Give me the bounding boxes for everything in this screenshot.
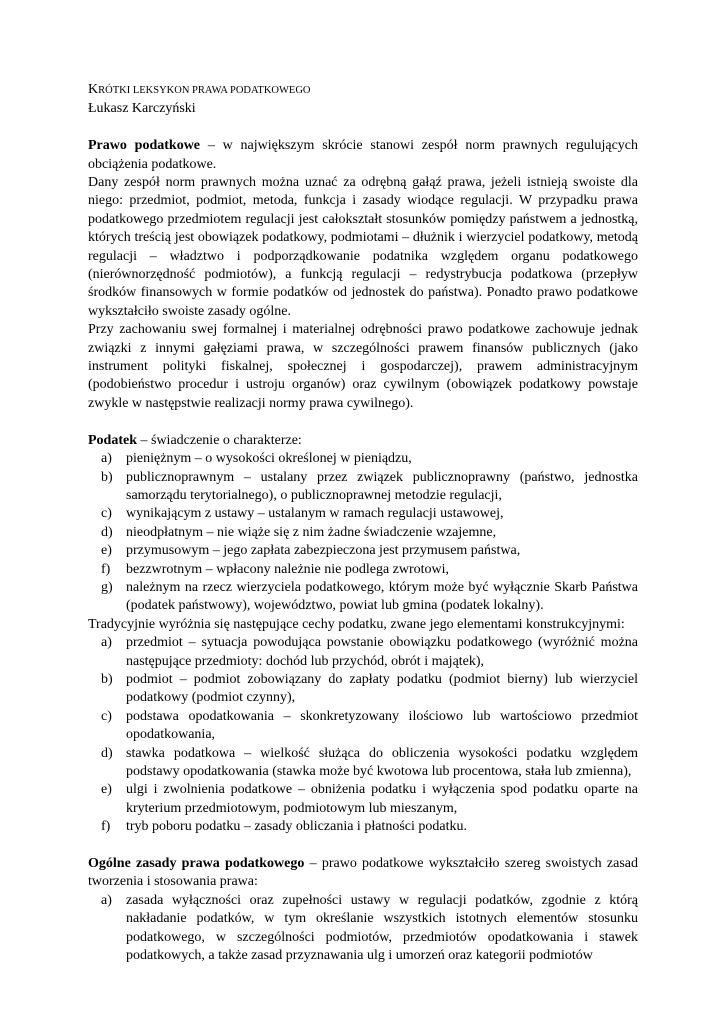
list-item: b) podmiot – podmiot zobowiązany do zapłaty podatku (podmiot bierny) lub wierzyciel podatkowy (podmiot czynny), — [101, 671, 638, 706]
prawo-paragraph-3: Przy zachowaniu swej formalnej i materialnej odrębności prawo podatkowe zachowuje jednak związki z innymi gałęziami prawa, w szczególności prawem finansów publicznych (jako instrument polityki fiskalnej, społecznej i gospodarczej), prawem administracyjnym (podobieństwo procedur i ustroju organów) oraz cywilnym (obowiązek podatkowy powstaje zwykle w następstwie realizacji normy prawa cywilnego). — [88, 322, 638, 411]
list-item: a) pieniężnym – o wysokości określonej w pieniądzu, — [101, 451, 412, 467]
prawo-paragraph-2: Dany zespół norm prawnych można uznać za odrębną gałąź prawa, jeżeli istnieją swoiste dla niego: przedmiot, podmiot, metoda, funkcja i zasady wiodące regulacji. W przypadku prawa podatkowego przedmiotem regulacji jest całokształt stosunków pomiędzy państwem a jednostką, których treścią jest obowiązek podatkowy, podmiotami – dłużnik i wierzyciel podatkowy, metodą regulacji – władztwo i podporządkowanie podatnika względem organu podatkowego (nierównorzędność podmiotów), a funkcją regulacji – redystrybucja podatkowa (przepływ środków finansowych w formie podatków od jednostek do państwa). Ponadto prawo podatkowe wykształciło swoiste zasady ogólne. — [88, 175, 638, 319]
list-item: d) stawka podatkowa – wielkość służąca do obliczenia wysokości podatku względem podstawy opodatkowania (stawka może być kwotowa lub procentowa, stała lub zmienna), — [101, 745, 638, 779]
document-title — [88, 81, 638, 100]
list-item: b) publicznoprawnym – ustalany przez związek publicznoprawny (państwo, jednostka samorządu terytorialnego), o publicznoprawnej metodzie regulacji, — [101, 469, 638, 503]
podatek-term: Podatek — [88, 432, 137, 448]
list-item: e) ulgi i zwolnienia podatkowe – obniżenia podatku i wyłączenia spod podatku oparte na kryterium przedmiotowym, podmiotowym lub mieszanym, — [101, 782, 638, 816]
prawo-term: Prawo podatkowe — [88, 138, 201, 154]
list-item: c) wynikającym z ustawy – ustalanym w ramach regulacji ustawowej, — [101, 506, 504, 522]
author: Łukasz Karczyński — [88, 101, 196, 117]
prawo-definition: Prawo podatkowe – w największym skrócie stanowi zespół norm prawnych regulujących obciążenia podatkowe. — [88, 138, 638, 172]
list-item: a) zasada wyłączności oraz zupełności ustawy w regulacji podatków, zgodnie z którą nakładanie podatków, w tym określanie wszystkich istotnych elementów stosunku podatkowego, w szczególności podmiotów, przedmiotów opodatkowania i stawek podatkowych, a także zasad przyznawania ulg i umorzeń oraz kategorii podmiotów — [101, 892, 638, 964]
list-item: c) podstawa opodatkowania – skonkretyzowany ilościowo lub wartościowo przedmiot opodatkowania, — [101, 708, 638, 743]
list-item: f) tryb poboru podatku – zasady obliczania i płatności podatku. — [101, 819, 467, 835]
zasady-term: Ogólne zasady prawa podatkowego — [88, 856, 305, 872]
list-item: d) nieodpłatnym – nie wiąże się z nim żadne świadczenie wzajemne, — [101, 524, 497, 540]
zasady-definition: Ogólne zasady prawa podatkowego – prawo podatkowe wykształciło szereg swoistych zasad tworzenia i stosowania prawa: — [88, 856, 638, 890]
list-item: f) bezzwrotnym – wpłacony należnie nie podlega zwrotowi, — [101, 561, 450, 577]
elements-list — [88, 634, 638, 836]
podatek-definition: Podatek – świadczenie o charakterze: — [88, 432, 302, 448]
title-rest: RÓTKI LEKSYKON PRAWA PODATKOWEGO — [98, 85, 311, 96]
podatek-list — [88, 450, 638, 616]
document-page — [88, 81, 638, 965]
title-initial: K — [88, 82, 99, 97]
list-item: g) należnym na rzecz wierzyciela podatkowego, którym może być wyłącznie Skarb Państwa (podatek państwowy), województwo, powiat lub gmina (podatek lokalny). — [101, 579, 638, 614]
zasady-list — [88, 892, 638, 966]
elements-intro: Tradycyjnie wyróżnia się następujące cechy podatku, zwane jego elementami konstrukcyjnymi: — [88, 616, 625, 632]
list-item: a) przedmiot – sytuacja powodująca powstanie obowiązku podatkowego (wyróżnić można następujące przedmioty: dochód lub przychód, obrót i majątek), — [101, 635, 638, 669]
list-item: e) przymusowym – jego zapłata zabezpieczona jest przymusem państwa, — [101, 543, 521, 559]
